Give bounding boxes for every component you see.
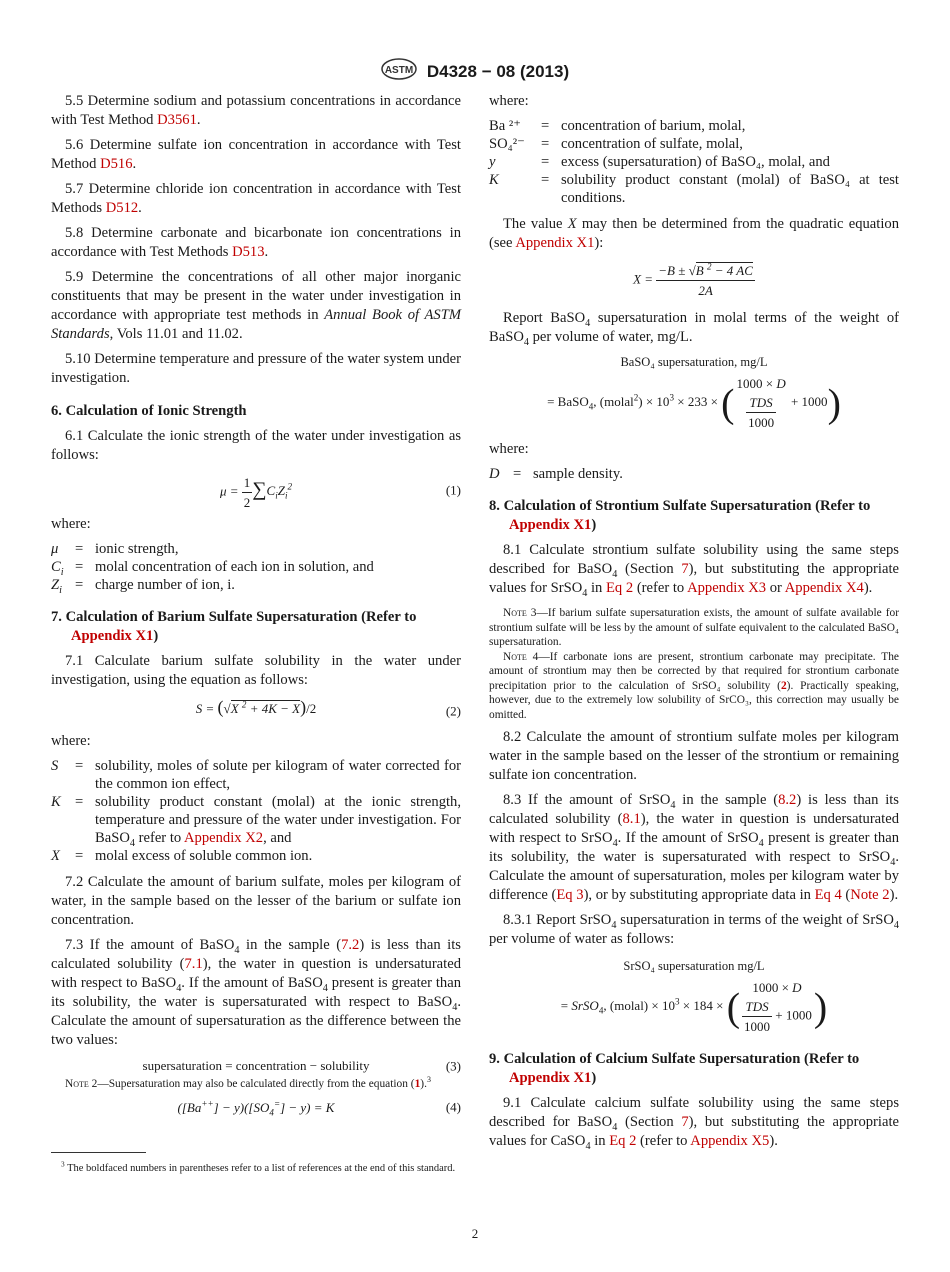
equation-1: μ = $\frac{1}{2}$ $\sum C_iZ_i^2$ (1) [219, 475, 461, 510]
link-appendix-x3[interactable]: Appendix X3 [687, 580, 767, 596]
definitions-list [51, 540, 461, 594]
link-appendix-x1[interactable]: Appendix X1 [509, 517, 592, 533]
where-label: where: [51, 516, 91, 532]
para-8-3: 8.3 If the amount of SrSO$_4$ in the sample (8.2) is less than its calculated solubility (8.1), the water in question is undersaturated with respect to SrSO$_4$. If the amount of SrSO$_4$ present is greater than its solubility, the water is supersaturated with respect to SrSO$_4$. Calculate the amount of supersaturation, moles per kilogram water by difference (Eq 3), or by substituting appropriate data in Eq 4 (Note 2). [489, 792, 899, 903]
right-column [489, 92, 899, 1157]
equation-label: SrSO₄ supersaturation mg/L [623, 959, 765, 973]
heading-section-8: 8. Calculation of Strontium Sulfate Supersaturation (Refer to Appendix X1) [489, 498, 871, 533]
link-appendix-x1[interactable]: Appendix X1 [71, 628, 154, 644]
link-d3561[interactable]: D3561 [157, 112, 197, 128]
link-eq-3[interactable]: Eq 3 [556, 887, 584, 903]
equation-4: $([Ba^{++}] - y)([SO_4^=] - y) = K$ (4) [177, 1098, 461, 1118]
para-report-baso4: Report BaSO$_4$ supersaturation in molal terms of the weight of BaSO$_4$ per volume of water, mg/L. [489, 310, 899, 348]
definition-item: D = sample density. [489, 466, 623, 482]
equation-label: BaSO₄ supersaturation, mg/L [620, 355, 768, 369]
note-3: Note 3—If barium sulfate supersaturation exists, the amount of sulfate available for strontium sulfate will be less by the amount of sulfate equivalent to the calculated BaSO₄ supersaturation. [489, 607, 899, 648]
para-value-x: The value X may then be determined from the quadratic equation (see Appendix X1): [489, 216, 899, 251]
equation-number: (1) [445, 482, 461, 498]
para-9-1: 9.1 Calculate calcium sulfate solubility using the same steps described for BaSO$_4$ (Section 7), but substituting the appropriate values for CaSO$_4$ in Eq 2 (refer to Appendix X5). [489, 1095, 899, 1152]
link-8-1[interactable]: 8.1 [622, 811, 641, 827]
link-appendix-x1[interactable]: Appendix X1 [509, 1070, 592, 1086]
link-d512[interactable]: D512 [105, 200, 139, 216]
para-5-6: 5.6 Determine sulfate ion concentration in accordance with Test Method D516. [51, 137, 461, 172]
page-number: 2 [471, 1226, 479, 1241]
para-5-5: 5.5 Determine sodium and potassium concentrations in accordance with Test Method D3561. [51, 93, 461, 128]
para-8-3-1: 8.3.1 Report SrSO$_4$ supersaturation in terms of the weight of SrSO$_4$ per volume of water as follows: [489, 912, 899, 947]
link-7-1[interactable]: 7.1 [184, 956, 203, 972]
link-appendix-x2[interactable]: Appendix X2 [184, 830, 264, 846]
para-7-1: 7.1 Calculate barium sulfate solubility in the water under investigation, using the equation as follows: [51, 653, 461, 688]
link-eq-2[interactable]: Eq 2 [609, 1133, 637, 1149]
link-eq-4[interactable]: Eq 4 [814, 887, 842, 903]
equation-srso4-supersaturation: SrSO₄ supersaturation mg/L = SrSO$_4$, (molal) × $10^3 \times 184$ × ( 1000 × D $\frac{\text{TDS}}{1000}$ + 1000 ) [489, 957, 899, 1036]
link-d516[interactable]: D516 [100, 156, 133, 172]
heading-section-7: 7. Calculation of Barium Sulfate Supersaturation (Refer to Appendix X1) [51, 609, 417, 644]
definition-item: S = solubility, moles of solute per kilogram of water corrected for the common ion effect, [51, 758, 461, 792]
link-7-2[interactable]: 7.2 [341, 937, 360, 953]
footnote: $^3$ The boldfaced numbers in parentheses refer to a list of references at the end of this standard. [61, 1159, 456, 1174]
para-8-2: 8.2 Calculate the amount of strontium sulfate moles per kilogram water in the sample based on the lesser of the strontium or remaining sulfate ion concentration. [489, 729, 899, 783]
note-2: Note 2—Supersaturation may also be calculated directly from the equation (1).$^3$ [65, 1075, 431, 1090]
para-7-3: 7.3 If the amount of BaSO$_4$ in the sample (7.2) is less than its calculated solubility (7.1), the water in question is undersaturated with respect to BaSO$_4$. If the amount of BaSO$_4$ present is greater than its solubility, the water is supersaturated with respect to BaSO$_4$. Calculate the amount of supersaturation as the difference between the two values: [51, 937, 461, 1048]
para-6-1: 6.1 Calculate the ionic strength of the water under investigation as follows: [51, 428, 461, 463]
left-column [51, 92, 461, 1125]
definition-item: μ = ionic strength, [51, 541, 179, 557]
where-label: where: [489, 441, 529, 457]
page-header [0, 58, 950, 85]
equation-number: (2) [445, 703, 461, 719]
equation-number: (3) [445, 1058, 461, 1073]
heading-section-9: 9. Calculation of Calcium Sulfate Supersaturation (Refer to Appendix X1) [489, 1051, 860, 1086]
definition-item: X = molal excess of soluble common ion. [51, 848, 313, 864]
definition-item: SO₄²⁻ = concentration of sulfate, molal, [489, 136, 743, 152]
ref-1[interactable]: 1 [414, 1078, 421, 1090]
where-label: where: [51, 733, 91, 749]
astm-logo-icon [381, 58, 417, 85]
document-id: D4328 − 08 (2013) [426, 61, 570, 81]
definition-item: K = solubility product constant (molal) of BaSO₄ at test conditions. [489, 172, 899, 206]
definitions-list [489, 117, 899, 207]
equation-2: S = (√X $^2$ + 4K − X)/2 (2) [195, 697, 461, 719]
equation-quadratic: X = $\frac{-B \pm √B ^2 - 4 AC}{2A}$ [633, 261, 753, 298]
svg-text:ASTM: ASTM [384, 65, 414, 76]
heading-section-6: 6. Calculation of Ionic Strength [51, 403, 247, 419]
link-section-7[interactable]: 7 [681, 1114, 689, 1130]
link-eq-2[interactable]: Eq 2 [606, 580, 634, 596]
equation-baso4-supersaturation: BaSO₄ supersaturation, mg/L = BaSO$_4$, (molal$^2$) × $10^3 \times 233$ × ( 1000 × D $\frac{\text{TDS}}{1000}$ + 1000) [489, 353, 899, 432]
definition-item: Ba ²⁺ = concentration of barium, molal, [489, 118, 746, 134]
link-appendix-x5[interactable]: Appendix X5 [690, 1133, 770, 1149]
definitions-list [489, 465, 899, 483]
para-5-9: 5.9 Determine the concentrations of all other major inorganic constituents that may be present in the water under investigation in accordance with appropriate test methods in Annual Book of ASTM Standards, Vols 11.01 and 11.02. [51, 269, 461, 342]
link-appendix-x1[interactable]: Appendix X1 [515, 235, 595, 251]
equation-3: supersaturation = concentration − solubility (3) [142, 1058, 461, 1073]
link-8-2[interactable]: 8.2 [778, 792, 797, 808]
link-note-2[interactable]: Note 2 [850, 887, 890, 903]
equation-number: (4) [445, 1099, 461, 1115]
para-8-1: 8.1 Calculate strontium sulfate solubility using the same steps described for BaSO$_4$ (Section 7), but substituting the appropriate values for SrSO$_4$ in Eq 2 (refer to Appendix X3 or Appendix X4). [489, 542, 899, 599]
footnote-divider [51, 1152, 146, 1153]
link-d513[interactable]: D513 [232, 244, 265, 260]
definition-item: y = excess (supersaturation) of BaSO₄, molal, and [489, 154, 830, 170]
para-5-7: 5.7 Determine chloride ion concentration in accordance with Test Methods D512. [51, 181, 461, 216]
definition-item: K = solubility product constant (molal) at the ionic strength, temperature and pressure of the water under investigation. For BaSO$_4$ refer to Appendix X2, and [51, 794, 461, 849]
definitions-list [51, 757, 461, 865]
ref-2[interactable]: 2 [780, 679, 787, 692]
note-4: Note 4—If carbonate ions are present, strontium carbonate may precipitate. The amount of strontium may then be corrected by that required for strontium carbonate precipitation prior to the calculation of SrSO₄ solubility (2). Practically speaking, however, due to the extremely low solubility of SrCO₃, this correction may usually be omitted. [489, 650, 899, 721]
para-5-10: 5.10 Determine temperature and pressure of the water system under investigation. [51, 351, 461, 386]
definition-item: $C_i$ = molal concentration of each ion in solution, and [51, 559, 374, 578]
para-5-8: 5.8 Determine carbonate and bicarbonate ion concentrations in accordance with Test Methods D513. [51, 225, 461, 260]
link-appendix-x4[interactable]: Appendix X4 [784, 580, 864, 596]
where-label: where: [489, 93, 529, 109]
link-section-7[interactable]: 7 [681, 561, 689, 577]
para-7-2: 7.2 Calculate the amount of barium sulfate, moles per kilogram of water, in the sample based on the lesser of the barium or sulfate ion concentration. [51, 874, 461, 928]
definition-item: $Z_i$ = charge number of ion, i. [51, 577, 235, 596]
